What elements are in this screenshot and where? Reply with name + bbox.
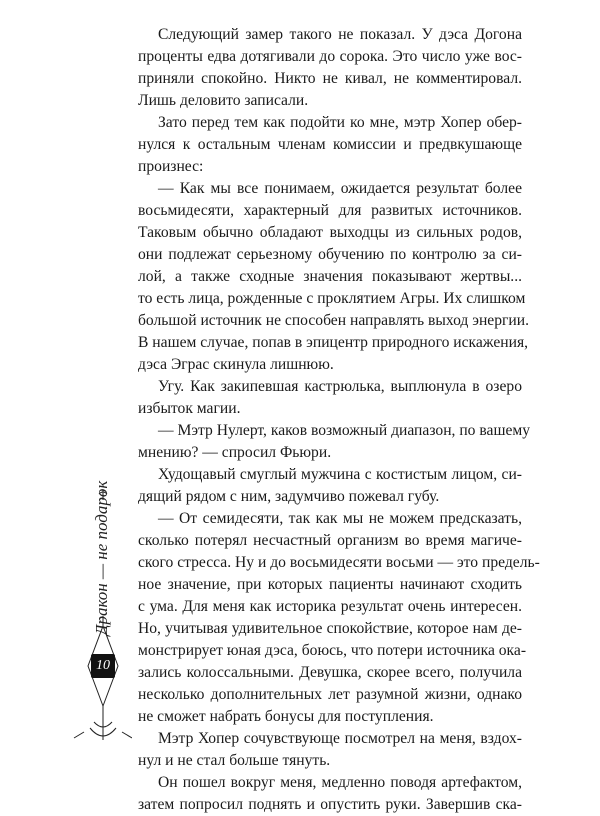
page-number: 10 [91,654,115,678]
text-line: мнению? — спросил Фьюри. [138,444,332,461]
text-line: зались колоссальными. Девушка, скорее всего, получила [138,664,522,681]
text-line: Лишь деловито записали. [138,92,309,109]
text-line: произнес: [138,158,204,175]
text-line: — От семидесяти, так как мы не можем предсказать, [158,510,522,527]
text-line: избыток магии. [138,400,241,417]
text-line: то есть лица, рожденные с проклятием Агры. Их слишком [138,290,526,307]
text-line: затем попросил поднять и опустить руки. Завершив ска- [138,796,522,813]
book-title: Дракон — не подарок [92,480,111,636]
text-line: Угу. Как закипевшая кастрюлька, выплюнула в озеро [158,378,522,395]
body-text [138,24,540,816]
text-line: Но, учитывая удивительное спокойствие, которое нам де- [138,620,522,637]
text-line: монстрирует юная дэса, боюсь, что потери источника ока- [138,642,527,659]
text-line: проценты едва дотягивали до сорока. Это число уже вос- [138,48,522,65]
text-line: Зато перед тем как подойти ко мне, мэтр Хопер обер- [158,114,522,131]
text-line: не сможет набрать бонусы для поступления. [138,708,434,725]
text-line: Он пошел вокруг меня, медленно поводя артефактом, [158,774,522,791]
text-line: дэса Эграс скинула лишнюю. [138,356,334,373]
text-line: Следующий замер такого не показал. У дэса Догона [158,26,522,43]
text-line: Таковым обычно обладают выходцы из сильных родов, [138,224,522,241]
text-line: — Мэтр Нулерт, каков возможный диапазон, по вашему [158,422,531,439]
side-decoration [72,480,132,750]
text-line: ное значение, при которых пациенты начинают сходить [138,576,522,593]
text-line: лой, а также сходные значения показывают жертвы... [138,268,522,285]
text-line: восьмидесяти, характерный для развитых источников. [138,202,522,219]
text-line: Мэтр Хопер сочувствующе посмотрел на меня, вздох- [158,730,522,747]
text-line: — Как мы все понимаем, ожидается результат более [158,180,522,197]
text-line: с ума. Для меня как историка результат очень интересен. [138,598,522,615]
text-line: Худощавый смуглый мужчина с костистым лицом, си- [158,466,522,483]
text-line: нул и не стал больше тянуть. [138,752,331,769]
text-line: приняли спокойно. Никто не кивал, не комментировал. [138,70,522,87]
text-line: нулся к остальным членам комиссии и предвкушающе [138,136,522,153]
text-line: дящий рядом с ним, задумчиво пожевал губу. [138,488,440,505]
text-line: большой источник не способен направлять выход энергии. [138,312,529,329]
text-line: В нашем случае, попав в эпицентр природного искажения, [138,334,529,351]
text-line: они подлежат серьезному обучению по контролю за си- [138,246,522,263]
text-line: несколько дополнительных лет разумной жизни, однако [138,686,522,703]
text-line: ского стресса. Ну и до восьмидесяти восьми — это предель- [138,554,540,571]
text-line: сколько потерял несчастный организм во время магиче- [138,532,522,549]
